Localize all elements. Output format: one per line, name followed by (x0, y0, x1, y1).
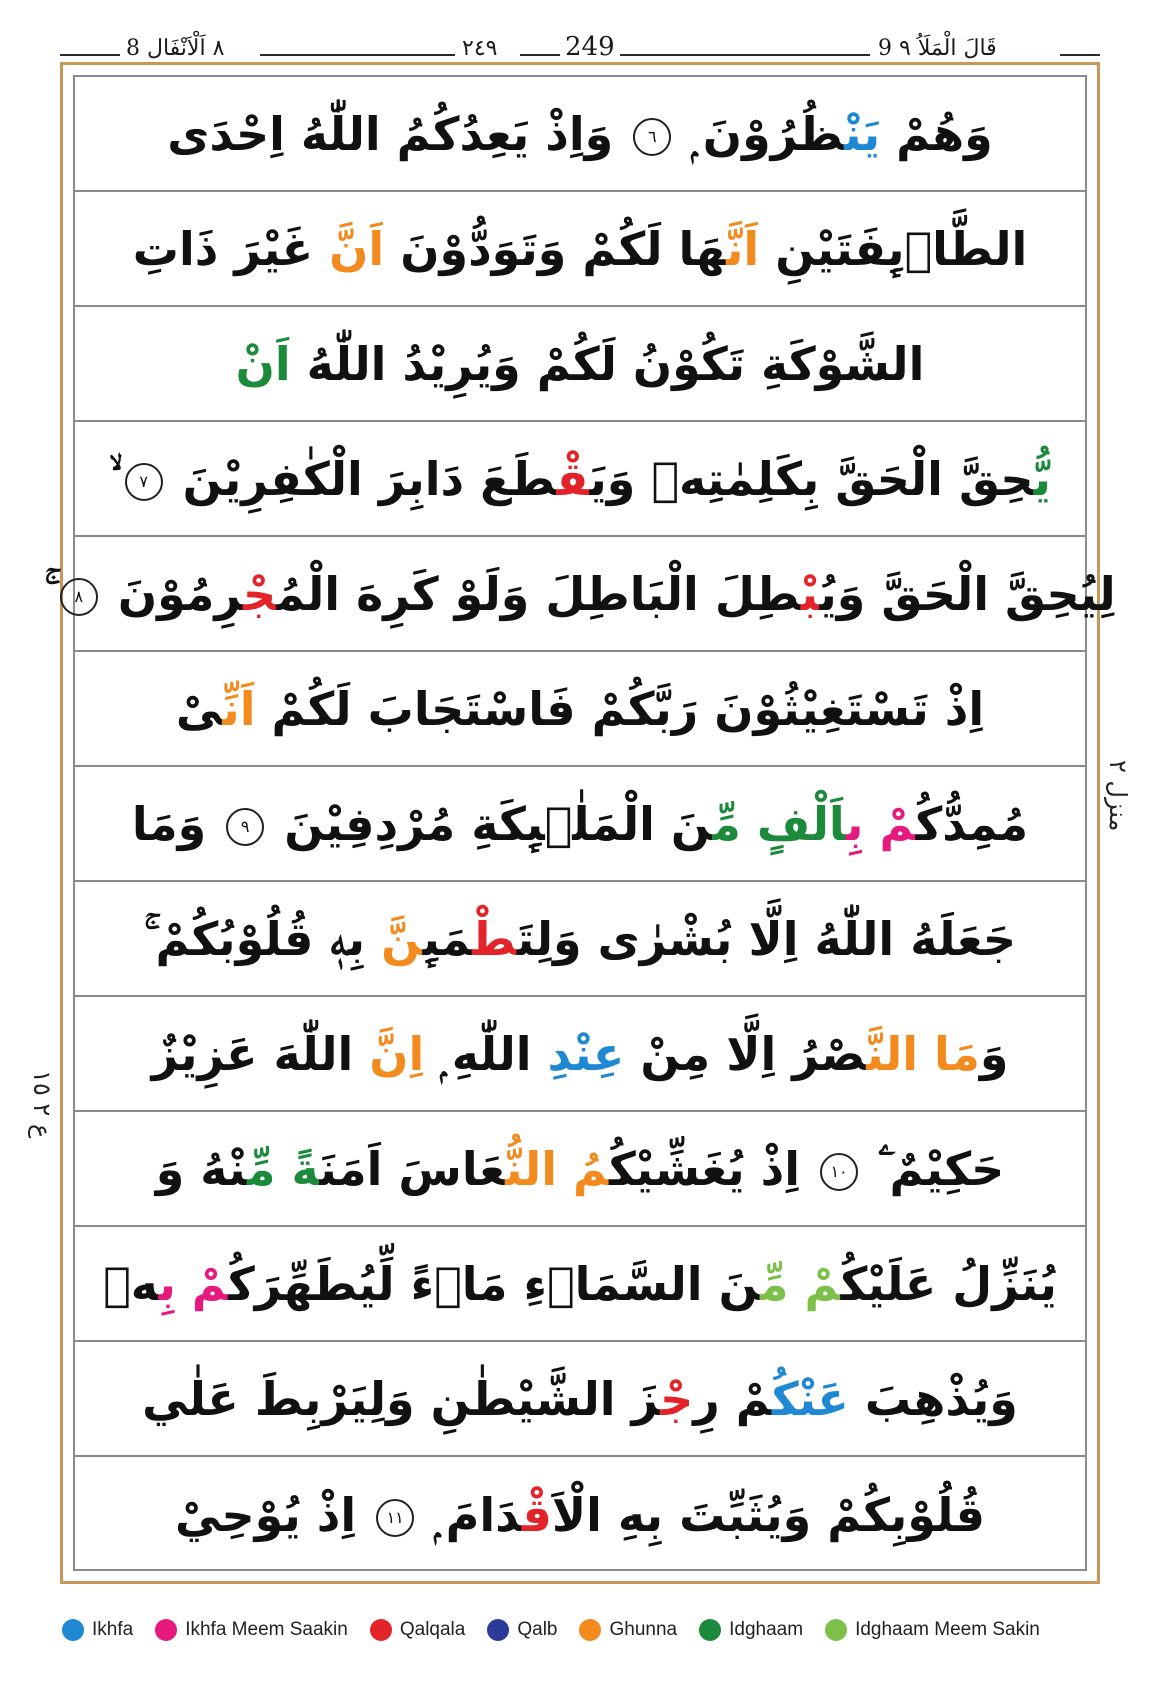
ruku-marker: ع ٢ ١٥ (28, 1070, 56, 1139)
header-rule (620, 54, 870, 56)
text-segment: حِقَّ الْحَقَّ بِكَلِمٰتِهٖ وَيَ (589, 451, 1034, 506)
text-segment: ىْ (175, 681, 223, 736)
text-segment: وَيُذْهِبَ (848, 1371, 1018, 1426)
text-segment: اِذْ يُغَشِّيْكُ (609, 1141, 817, 1196)
quran-line (75, 1227, 1085, 1342)
surah-label: ٨ اَلْاَنْفَال 8 (126, 36, 225, 61)
tajweed-segment-ikhfa: يَنْ (844, 106, 881, 161)
text-segment: نْهُ وَ (155, 1141, 247, 1196)
tajweed-segment-idghaam: ةً مِّ (246, 1141, 320, 1196)
ayah-number-marker: ١٠ (820, 1153, 858, 1191)
text-block (44, 75, 1116, 1571)
text-segment: عَاسَ اَمَنَ (319, 1141, 506, 1196)
legend-label: Idghaam (729, 1619, 804, 1640)
manzil-marker: منزل ٢ (1104, 760, 1132, 832)
legend-color-dot (579, 1619, 601, 1641)
legend-label: Idghaam Meem Sakin (855, 1619, 1040, 1640)
text-segment: ۙ (109, 451, 121, 506)
tajweed-segment-qalqala: جْ (243, 566, 277, 621)
text-segment: الطَّاۗىِٕفَتَيْنِ (759, 221, 1028, 276)
text-segment: هَا لَكُمْ وَتَوَدُّوْنَ (384, 221, 727, 276)
text-segment: طَعَ دَابِرَ الْكٰفِرِيْنَ (166, 451, 557, 506)
text-segment: نَ السَّمَاۗءِ مَاۗءً لِّيُطَهِّرَكُ (227, 1256, 760, 1311)
text-segment: مُمِدُّكُ (915, 796, 1029, 851)
text-segment: هٖ (103, 1256, 159, 1311)
arabic-text (131, 796, 1029, 851)
legend-label: Qalb (517, 1619, 558, 1640)
legend-label: Ghunna (609, 1619, 678, 1640)
quran-line (75, 77, 1085, 192)
text-segment: اللّٰهِ ۭ (424, 1026, 548, 1081)
legend-color-dot (62, 1619, 84, 1641)
tajweed-segment-idghaam: اَلْفٍ مِّ (712, 796, 847, 851)
quran-line (75, 1112, 1085, 1227)
ayah-number-marker: ٨ (60, 578, 98, 616)
arabic-text (103, 1256, 1057, 1311)
tajweed-segment-ikhfa-meem: مْ بِ (158, 1256, 228, 1311)
text-segment: نَ الْمَلٰۗىِٕكَةِ مُرْدِفِيْنَ (268, 796, 713, 851)
text-segment: وَهُمْ (880, 106, 993, 161)
quran-line (75, 997, 1085, 1112)
legend-color-dot (155, 1619, 177, 1641)
text-segment: الشَّوْكَةِ تَكُوْنُ لَكُمْ وَيُرِيْدُ اللّٰهُ (290, 336, 925, 391)
text-segment: اِذْ تَسْتَغِيْثُوْنَ رَبَّكُمْ فَاسْتَجَابَ لَكُمْ (255, 681, 985, 736)
ayah-number-marker: ٩ (226, 808, 264, 846)
tajweed-segment-ghunna: نَّ (381, 911, 423, 966)
quran-line (75, 192, 1085, 307)
tajweed-segment-qalqala: طْ (472, 911, 517, 966)
legend-color-dot (370, 1619, 392, 1641)
text-segment: دَامَ ۭ (418, 1487, 522, 1542)
quran-line (75, 652, 1085, 767)
tajweed-segment-qalqala: بْ (800, 566, 820, 621)
tajweed-segment-idghaam-meem: مْ مِّ (759, 1256, 841, 1311)
text-segment: لِيُحِقَّ الْحَقَّ وَيُ (819, 566, 1116, 621)
text-segment: وَمَا (131, 796, 223, 851)
text-segment: صْرُ اِلَّا مِنْ (624, 1026, 867, 1081)
text-segment: قُلُوْبِكُمْ وَيُثَبِّتَ بِهِ الْاَ (551, 1487, 986, 1542)
tajweed-segment-ghunna: اَنَّ (726, 221, 760, 276)
tajweed-segment-ikhfa: عَنْكُ (771, 1371, 849, 1426)
text-segment: مْ رِ (693, 1371, 772, 1426)
legend-color-dot (699, 1619, 721, 1641)
arabic-text (142, 1371, 1018, 1426)
tajweed-segment-idghaam: اَنْ (235, 336, 291, 391)
tajweed-segment-ghunna: مُ النُّ (505, 1141, 610, 1196)
tajweed-segment-ghunna: اَنَّ (329, 221, 385, 276)
quran-line (75, 882, 1085, 997)
text-segment: ۚ (44, 566, 56, 621)
tajweed-segment-idghaam: يُّ (1033, 451, 1051, 506)
quran-line (75, 422, 1085, 537)
legend-color-dot (825, 1619, 847, 1641)
text-segment: غَيْرَ ذَاتِ (132, 221, 330, 276)
text-segment: بِهٖ قُلُوْبُكُمْ ۚ (143, 911, 382, 966)
arabic-text (132, 221, 1028, 276)
tajweed-segment-ghunna: اَنِّ (222, 681, 256, 736)
tajweed-segment-ikhfa: عِنْدِ (547, 1026, 625, 1081)
text-segment: حَكِيْمٌ ۧ (862, 1141, 1005, 1196)
quran-line (75, 1342, 1085, 1457)
legend-item (825, 1619, 1040, 1641)
legend-item (62, 1619, 133, 1641)
text-segment: يُنَزِّلُ عَلَيْكُ (840, 1256, 1057, 1311)
arabic-text (167, 106, 993, 161)
arabic-text (44, 566, 1116, 621)
arabic-text (175, 681, 985, 736)
legend-color-dot (487, 1619, 509, 1641)
tajweed-segment-qalqala: جْ (660, 1371, 694, 1426)
page-number: 249 (565, 32, 615, 62)
arabic-text (151, 1026, 1009, 1081)
quran-line (75, 767, 1085, 882)
quran-line (75, 1457, 1085, 1572)
tajweed-segment-ikhfa-meem: مْ بِ (846, 796, 916, 851)
arabic-text (235, 336, 925, 391)
tajweed-segment-ghunna: مَا النَّ (866, 1026, 980, 1081)
arabic-text (155, 1141, 1005, 1196)
ayah-number-marker: ٦ (633, 118, 671, 156)
header-rule (260, 54, 455, 56)
quran-line (44, 537, 1116, 652)
text-segment: مَىِٕ (422, 911, 473, 966)
legend-label: Ikhfa Meem Saakin (185, 1619, 348, 1640)
header-rule (60, 54, 120, 56)
juz-label: 9 قَالَ الْمَلَاُ ٩ (878, 36, 997, 61)
tajweed-segment-ghunna: اِنَّ (369, 1026, 425, 1081)
tajweed-legend (62, 1612, 1102, 1648)
legend-label: Qalqala (399, 1619, 466, 1640)
arabic-text (143, 911, 1017, 966)
ayah-number-marker: ٧ (125, 463, 163, 501)
ayah-number-marker: ١١ (376, 1499, 414, 1537)
urdu-page-number: ٢٤٩ (462, 36, 498, 61)
legend-item (579, 1619, 677, 1641)
text-segment: ظُرُوْنَ ۭ (675, 106, 845, 161)
quran-line (75, 307, 1085, 422)
legend-item (370, 1619, 466, 1641)
text-segment: رِمُوْنَ (101, 566, 244, 621)
tajweed-segment-qalqala: قْ (556, 451, 590, 506)
tajweed-segment-qalqala: قْ (521, 1487, 552, 1542)
arabic-text (109, 451, 1051, 506)
text-segment: جَعَلَهُ اللّٰهُ اِلَّا بُشْرٰى وَلِتَ (516, 911, 1017, 966)
header-rule (1060, 54, 1100, 56)
header-rule (520, 54, 560, 56)
text-segment: طِلَ الْبَاطِلَ وَلَوْ كَرِهَ الْمُ (276, 566, 801, 621)
legend-item (487, 1619, 557, 1641)
text-segment: اللّٰهَ عَزِيْزٌ (151, 1026, 370, 1081)
arabic-text (174, 1487, 986, 1542)
legend-item (699, 1619, 803, 1641)
text-segment: زَ الشَّيْطٰنِ وَلِيَرْبِطَ عَلٰي (142, 1371, 661, 1426)
legend-item (155, 1619, 348, 1641)
text-segment: اِذْ يُوْحِيْ (174, 1487, 373, 1542)
legend-label: Ikhfa (92, 1619, 134, 1640)
text-segment: وَ (979, 1026, 1009, 1081)
text-segment: وَاِذْ يَعِدُكُمُ اللّٰهُ اِحْدَى (167, 106, 630, 161)
